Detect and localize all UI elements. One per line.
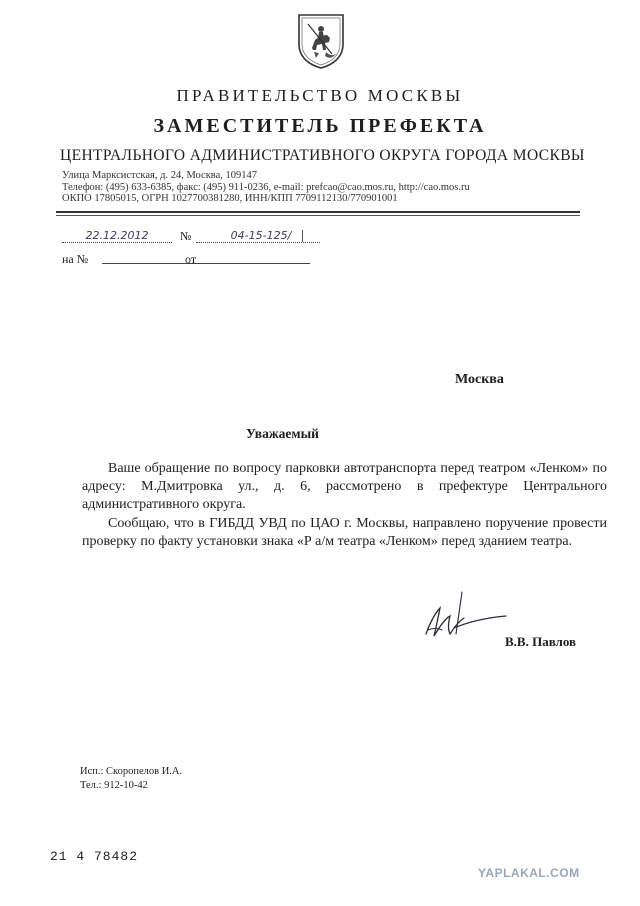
handwritten-signature [418,588,513,646]
body-paragraph: Сообщаю, что в ГИБДД УВД по ЦАО г. Москвы, направлено поручение провести проверку по факту установки знака «Р а/м театра «Ленком» перед зданием театра. [82,516,607,550]
body-paragraph: Ваше обращение по вопросу парковки автотранспорта перед театром «Ленком» по адресу: М.Дмитровка ул., д. 6, рассмотрено в префектуре Центрального административного округа. [82,461,607,512]
corner-mark [302,230,303,242]
reference-date: 22.12.2012 [85,229,149,242]
signer-name: В.В. Павлов [505,634,577,649]
address-line: Улица Марксистская, д. 24, Москва, 109147 [62,170,258,181]
number-underline [196,242,320,243]
salutation: Уважаемый [246,426,319,441]
executor-phone: Тел.: 912-10-42 [80,780,148,791]
date-underline [62,242,172,243]
recipient-city: Москва [455,372,504,387]
header-divider-thin [56,215,580,216]
letter-body [82,460,607,553]
reply-number-label: на № [62,252,89,266]
contact-block [62,170,470,205]
coat-of-arms-emblem [296,12,346,70]
outgoing-reference [62,229,322,245]
deputy-prefect-title: ЗАМЕСТИТЕЛЬ ПРЕФЕКТА [153,115,487,137]
registration-number: 21 4 78482 [50,849,139,864]
phone-line: Телефон: (495) 633-6385, факс: (495) 911-0236, e-mail: prefcao@cao.mos.ru, http://cao.mos.ru [62,181,470,193]
executor-block [80,765,182,793]
reference-number: 04-15-125/ [230,229,292,242]
government-title: ПРАВИТЕЛЬСТВО МОСКВЫ [176,86,464,105]
site-watermark: YAPLAKAL.COM [478,866,580,880]
district-title: ЦЕНТРАЛЬНОГО АДМИНИСТРАТИВНОГО ОКРУГА ГОРОДА МОСКВЫ [60,147,585,164]
header-divider [56,211,580,213]
number-label: № [180,229,192,243]
moscow-coat-of-arms-icon [296,12,346,70]
codes-line: ОКПО 17805015, ОГРН 1027700381280, ИНН/КПП 7709112130/770901001 [62,193,398,204]
executor-name: Исп.: Скоропелов И.А. [80,766,183,777]
reply-date-label: от [185,252,197,266]
reply-reference [62,252,322,268]
reply-date-line [204,263,310,264]
